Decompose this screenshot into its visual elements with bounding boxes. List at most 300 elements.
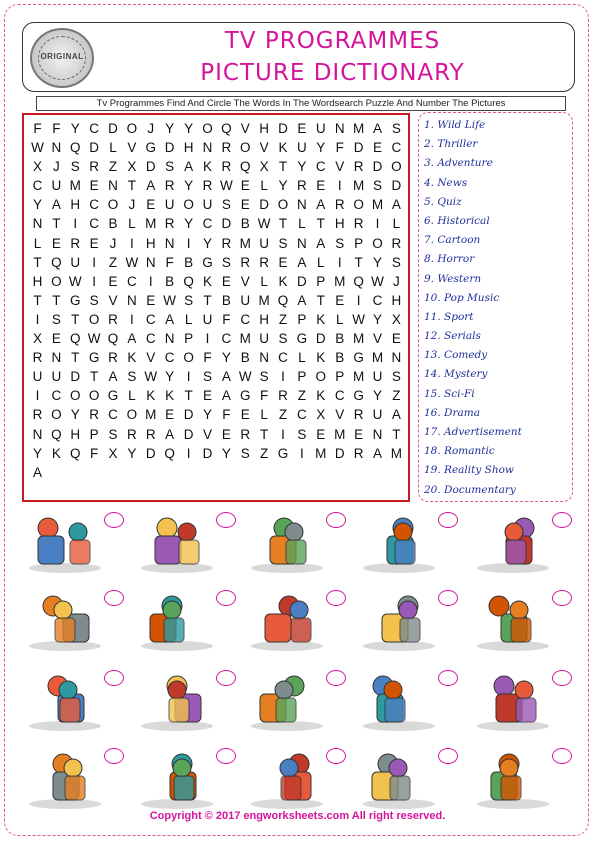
grid-letter[interactable]: U — [259, 235, 269, 251]
grid-letter[interactable]: D — [145, 445, 156, 461]
grid-letter[interactable]: I — [130, 235, 134, 251]
grid-letter[interactable]: N — [202, 140, 213, 156]
grid-letter[interactable]: X — [259, 159, 269, 175]
grid-letter[interactable]: N — [164, 331, 175, 347]
grid-letter[interactable]: U — [259, 331, 269, 347]
grid-letter[interactable]: D — [89, 140, 99, 156]
grid-letter[interactable]: Z — [108, 159, 118, 175]
grid-letter[interactable]: R — [221, 235, 232, 251]
grid-letter[interactable]: C — [334, 388, 345, 404]
grid-letter[interactable]: T — [184, 388, 193, 404]
grid-letter[interactable]: R — [145, 426, 156, 442]
grid-letter[interactable]: Y — [221, 445, 231, 461]
grid-letter[interactable]: Q — [164, 445, 175, 461]
grid-letter[interactable]: L — [184, 311, 193, 327]
grid-letter[interactable]: R — [70, 235, 81, 251]
grid-letter[interactable]: R — [221, 159, 232, 175]
grid-letter[interactable]: Y — [165, 121, 175, 136]
grid-letter[interactable]: E — [146, 197, 156, 213]
grid-letter[interactable]: E — [372, 140, 382, 156]
grid-letter[interactable]: D — [183, 426, 194, 442]
grid-letter[interactable]: L — [335, 311, 344, 327]
grid-letter[interactable]: M — [352, 331, 365, 347]
grid-letter[interactable]: H — [70, 197, 81, 213]
grid-letter[interactable]: F — [335, 140, 344, 156]
grid-letter[interactable]: H — [70, 426, 81, 442]
number-bubble[interactable] — [326, 590, 346, 606]
grid-letter[interactable]: E — [316, 178, 326, 194]
grid-letter[interactable]: C — [32, 178, 43, 194]
grid-letter[interactable]: M — [371, 197, 384, 213]
grid-letter[interactable]: I — [186, 235, 191, 251]
grid-letter[interactable]: B — [108, 216, 118, 232]
grid-letter[interactable]: I — [186, 445, 191, 461]
grid-letter[interactable]: C — [297, 407, 307, 423]
grid-letter[interactable]: R — [89, 407, 99, 423]
grid-letter[interactable]: E — [391, 331, 401, 347]
grid-letter[interactable]: D — [391, 178, 402, 194]
grid-letter[interactable]: H — [259, 121, 269, 136]
grid-letter[interactable]: B — [165, 273, 175, 289]
grid-letter[interactable]: U — [164, 197, 175, 213]
grid-letter[interactable]: O — [51, 273, 62, 289]
grid-letter[interactable]: Y — [372, 311, 382, 327]
grid-letter[interactable]: V — [127, 140, 137, 156]
grid-letter[interactable]: C — [221, 331, 232, 347]
grid-letter[interactable]: O — [353, 197, 364, 213]
grid-letter[interactable]: T — [89, 369, 99, 385]
grid-letter[interactable]: Y — [221, 350, 231, 366]
grid-letter[interactable]: J — [52, 159, 60, 175]
grid-letter[interactable]: F — [222, 407, 231, 423]
grid-letter[interactable]: D — [297, 273, 307, 289]
grid-letter[interactable]: E — [221, 273, 231, 289]
grid-letter[interactable]: W — [163, 292, 177, 308]
grid-letter[interactable]: F — [89, 445, 99, 461]
grid-letter[interactable]: U — [51, 369, 62, 385]
grid-letter[interactable]: I — [300, 445, 304, 461]
grid-letter[interactable]: R — [32, 350, 43, 366]
number-bubble[interactable] — [438, 670, 458, 686]
grid-letter[interactable]: Q — [69, 140, 81, 156]
grid-letter[interactable]: M — [390, 445, 402, 461]
grid-letter[interactable]: F — [165, 254, 174, 270]
grid-letter[interactable]: U — [372, 369, 383, 385]
number-bubble[interactable] — [438, 512, 458, 528]
grid-letter[interactable]: X — [32, 159, 42, 175]
grid-letter[interactable]: D — [70, 369, 81, 385]
grid-letter[interactable]: S — [372, 178, 382, 194]
grid-letter[interactable]: O — [202, 121, 213, 136]
grid-letter[interactable]: G — [107, 388, 119, 404]
grid-letter[interactable]: R — [240, 254, 251, 270]
grid-letter[interactable]: I — [375, 216, 380, 232]
grid-letter[interactable]: T — [392, 426, 401, 442]
grid-letter[interactable]: A — [165, 426, 175, 442]
grid-letter[interactable]: Z — [278, 311, 288, 327]
grid-letter[interactable]: N — [145, 254, 156, 270]
grid-letter[interactable]: C — [240, 311, 251, 327]
grid-letter[interactable]: K — [278, 273, 288, 289]
grid-letter[interactable]: R — [353, 407, 364, 423]
grid-letter[interactable]: A — [51, 197, 61, 213]
grid-letter[interactable]: K — [316, 311, 326, 327]
grid-letter[interactable]: A — [297, 254, 307, 270]
grid-letter[interactable]: R — [353, 216, 364, 232]
grid-letter[interactable]: M — [315, 445, 327, 461]
grid-letter[interactable]: U — [32, 369, 43, 385]
grid-letter[interactable]: T — [71, 311, 80, 327]
grid-letter[interactable]: O — [277, 197, 289, 213]
grid-letter[interactable]: K — [146, 388, 156, 404]
grid-letter[interactable]: R — [202, 178, 213, 194]
number-bubble[interactable] — [552, 748, 572, 764]
grid-letter[interactable]: Q — [221, 121, 232, 136]
grid-letter[interactable]: T — [203, 292, 212, 308]
grid-letter[interactable]: R — [164, 216, 175, 232]
grid-letter[interactable]: C — [145, 311, 156, 327]
grid-letter[interactable]: K — [165, 388, 175, 404]
grid-letter[interactable]: I — [92, 273, 96, 289]
grid-letter[interactable]: A — [108, 369, 118, 385]
grid-letter[interactable]: L — [298, 350, 306, 366]
grid-letter[interactable]: L — [128, 388, 136, 404]
grid-letter[interactable]: A — [316, 235, 326, 251]
grid-letter[interactable]: J — [128, 197, 136, 213]
grid-letter[interactable]: K — [278, 140, 288, 156]
grid-letter[interactable]: B — [221, 292, 231, 308]
grid-letter[interactable]: M — [258, 292, 270, 308]
grid-letter[interactable]: U — [202, 197, 213, 213]
grid-letter[interactable]: M — [352, 178, 365, 194]
grid-letter[interactable]: T — [316, 216, 325, 232]
grid-letter[interactable]: R — [127, 426, 137, 442]
grid-letter[interactable]: T — [278, 216, 288, 232]
grid-letter[interactable]: Y — [184, 178, 194, 194]
grid-letter[interactable]: I — [92, 254, 96, 270]
grid-letter[interactable]: S — [202, 369, 212, 385]
grid-letter[interactable]: Q — [239, 159, 251, 175]
grid-letter[interactable]: N — [127, 292, 137, 308]
grid-letter[interactable]: C — [278, 350, 288, 366]
grid-letter[interactable]: W — [257, 216, 271, 232]
grid-letter[interactable]: A — [316, 197, 326, 213]
grid-letter[interactable]: I — [337, 178, 342, 194]
grid-letter[interactable]: J — [109, 235, 117, 251]
grid-letter[interactable]: F — [260, 388, 269, 404]
grid-letter[interactable]: U — [240, 292, 251, 308]
grid-letter[interactable]: I — [35, 311, 40, 327]
grid-letter[interactable]: N — [391, 350, 402, 366]
grid-letter[interactable]: R — [221, 140, 232, 156]
grid-letter[interactable]: A — [127, 331, 137, 347]
grid-letter[interactable]: L — [33, 235, 42, 251]
grid-letter[interactable]: C — [391, 140, 402, 156]
grid-letter[interactable]: R — [240, 426, 251, 442]
grid-letter[interactable]: L — [298, 216, 306, 232]
grid-letter[interactable]: N — [32, 426, 43, 442]
grid-letter[interactable]: A — [146, 178, 156, 194]
grid-letter[interactable]: P — [316, 273, 326, 289]
grid-letter[interactable]: D — [372, 159, 383, 175]
grid-letter[interactable]: C — [164, 350, 175, 366]
grid-letter[interactable]: E — [335, 292, 345, 308]
grid-letter[interactable]: Q — [353, 273, 364, 289]
grid-letter[interactable]: C — [89, 197, 99, 213]
grid-letter[interactable]: N — [32, 216, 43, 232]
grid-letter[interactable]: F — [222, 311, 231, 327]
grid-letter[interactable]: Y — [70, 407, 80, 423]
grid-letter[interactable]: F — [33, 121, 42, 136]
grid-letter[interactable]: C — [372, 292, 383, 308]
grid-letter[interactable]: P — [335, 369, 345, 385]
grid-letter[interactable]: Z — [260, 445, 269, 461]
grid-letter[interactable]: N — [297, 197, 307, 213]
grid-letter[interactable]: Y — [70, 121, 80, 136]
number-bubble[interactable] — [438, 748, 458, 764]
grid-letter[interactable]: W — [352, 311, 365, 327]
grid-letter[interactable]: U — [315, 121, 326, 136]
grid-letter[interactable]: S — [127, 369, 137, 385]
grid-letter[interactable]: M — [334, 426, 346, 442]
grid-letter[interactable]: B — [240, 216, 250, 232]
grid-letter[interactable]: T — [52, 292, 61, 308]
grid-letter[interactable]: W — [87, 331, 101, 347]
number-bubble[interactable] — [438, 590, 458, 606]
grid-letter[interactable]: K — [202, 159, 212, 175]
grid-letter[interactable]: T — [316, 292, 325, 308]
grid-letter[interactable]: C — [89, 121, 99, 136]
grid-letter[interactable]: R — [297, 178, 307, 194]
grid-letter[interactable]: S — [391, 254, 401, 270]
grid-letter[interactable]: O — [88, 388, 100, 404]
grid-letter[interactable]: Y — [316, 140, 326, 156]
grid-letter[interactable]: P — [89, 426, 99, 442]
grid-letter[interactable]: T — [71, 350, 80, 366]
grid-letter[interactable]: U — [202, 311, 213, 327]
grid-letter[interactable]: B — [184, 254, 194, 270]
grid-letter[interactable]: C — [145, 331, 156, 347]
grid-letter[interactable]: X — [108, 445, 118, 461]
grid-letter[interactable]: Z — [278, 407, 288, 423]
grid-letter[interactable]: V — [259, 140, 269, 156]
grid-letter[interactable]: R — [278, 388, 288, 404]
grid-letter[interactable]: D — [183, 407, 194, 423]
grid-letter[interactable]: S — [391, 121, 401, 136]
grid-letter[interactable]: A — [221, 388, 231, 404]
grid-letter[interactable]: S — [89, 292, 99, 308]
grid-letter[interactable]: F — [203, 350, 212, 366]
grid-letter[interactable]: X — [391, 311, 401, 327]
grid-letter[interactable]: Y — [278, 178, 288, 194]
grid-letter[interactable]: Y — [297, 159, 307, 175]
grid-letter[interactable]: R — [334, 197, 345, 213]
grid-letter[interactable]: V — [335, 407, 345, 423]
grid-letter[interactable]: U — [372, 407, 383, 423]
grid-letter[interactable]: M — [69, 178, 81, 194]
grid-letter[interactable]: N — [164, 235, 175, 251]
grid-letter[interactable]: T — [260, 426, 269, 442]
grid-letter[interactable]: D — [145, 159, 156, 175]
grid-letter[interactable]: F — [52, 121, 61, 136]
grid-letter[interactable]: Y — [184, 216, 194, 232]
grid-letter[interactable]: R — [32, 407, 43, 423]
number-bubble[interactable] — [216, 590, 236, 606]
grid-letter[interactable]: X — [32, 331, 42, 347]
grid-letter[interactable]: M — [145, 216, 157, 232]
grid-letter[interactable]: R — [259, 254, 269, 270]
grid-letter[interactable]: E — [240, 197, 250, 213]
grid-letter[interactable]: B — [335, 350, 345, 366]
grid-letter[interactable]: D — [259, 197, 269, 213]
number-bubble[interactable] — [104, 670, 124, 686]
grid-letter[interactable]: N — [108, 178, 118, 194]
grid-letter[interactable]: V — [335, 159, 345, 175]
grid-letter[interactable]: D — [315, 331, 326, 347]
grid-letter[interactable]: I — [186, 369, 191, 385]
grid-letter[interactable]: Q — [51, 254, 62, 270]
grid-letter[interactable]: M — [352, 121, 365, 136]
grid-letter[interactable]: E — [354, 426, 364, 442]
number-bubble[interactable] — [552, 670, 572, 686]
grid-letter[interactable]: Q — [107, 331, 119, 347]
grid-letter[interactable]: S — [278, 331, 288, 347]
grid-letter[interactable]: O — [69, 388, 81, 404]
grid-letter[interactable]: L — [128, 216, 136, 232]
grid-letter[interactable]: E — [240, 407, 250, 423]
grid-letter[interactable]: G — [353, 350, 364, 366]
grid-letter[interactable]: I — [148, 273, 153, 289]
grid-letter[interactable]: T — [33, 254, 42, 270]
grid-letter[interactable]: T — [33, 292, 42, 308]
grid-letter[interactable]: D — [202, 445, 213, 461]
grid-letter[interactable]: P — [297, 369, 307, 385]
grid-letter[interactable]: R — [89, 159, 99, 175]
grid-letter[interactable]: M — [145, 407, 157, 423]
grid-letter[interactable]: Y — [202, 407, 212, 423]
grid-letter[interactable]: I — [130, 311, 134, 327]
grid-letter[interactable]: G — [202, 254, 213, 270]
grid-letter[interactable]: U — [51, 178, 62, 194]
grid-letter[interactable]: A — [221, 369, 231, 385]
grid-letter[interactable]: C — [51, 388, 62, 404]
grid-letter[interactable]: E — [297, 121, 307, 136]
grid-letter[interactable]: A — [372, 445, 382, 461]
grid-letter[interactable]: S — [297, 426, 307, 442]
grid-letter[interactable]: E — [240, 178, 250, 194]
grid-letter[interactable]: T — [52, 216, 61, 232]
grid-letter[interactable]: Z — [108, 254, 118, 270]
grid-letter[interactable]: G — [69, 292, 81, 308]
grid-letter[interactable]: N — [51, 140, 62, 156]
grid-letter[interactable]: O — [239, 140, 251, 156]
grid-letter[interactable]: E — [51, 235, 61, 251]
grid-letter[interactable]: S — [70, 159, 80, 175]
grid-letter[interactable]: D — [278, 121, 288, 136]
grid-letter[interactable]: H — [32, 273, 43, 289]
number-bubble[interactable] — [552, 590, 572, 606]
grid-letter[interactable]: L — [109, 140, 117, 156]
grid-letter[interactable]: P — [184, 331, 194, 347]
grid-letter[interactable]: V — [108, 292, 118, 308]
grid-letter[interactable]: D — [353, 140, 364, 156]
number-bubble[interactable] — [326, 748, 346, 764]
grid-letter[interactable]: Q — [51, 426, 62, 442]
grid-letter[interactable]: S — [259, 369, 269, 385]
grid-letter[interactable]: Y — [202, 235, 212, 251]
grid-letter[interactable]: Q — [69, 331, 81, 347]
grid-letter[interactable]: V — [372, 331, 382, 347]
grid-letter[interactable]: V — [240, 121, 250, 136]
grid-letter[interactable]: S — [51, 311, 61, 327]
grid-letter[interactable]: A — [372, 121, 382, 136]
grid-letter[interactable]: D — [164, 140, 175, 156]
grid-letter[interactable]: U — [297, 140, 307, 156]
grid-letter[interactable]: E — [316, 426, 326, 442]
grid-letter[interactable]: Y — [32, 197, 42, 213]
grid-letter[interactable]: K — [51, 445, 61, 461]
grid-letter[interactable]: N — [297, 235, 307, 251]
grid-letter[interactable]: S — [278, 235, 288, 251]
grid-letter[interactable]: E — [278, 254, 288, 270]
grid-letter[interactable]: S — [240, 445, 250, 461]
grid-letter[interactable]: T — [127, 178, 137, 194]
grid-letter[interactable]: W — [125, 254, 139, 270]
grid-letter[interactable]: L — [317, 254, 325, 270]
grid-letter[interactable]: C — [89, 216, 99, 232]
grid-letter[interactable]: W — [238, 369, 252, 385]
grid-letter[interactable]: P — [354, 235, 364, 251]
grid-letter[interactable]: O — [391, 159, 402, 175]
grid-letter[interactable]: O — [315, 369, 327, 385]
grid-letter[interactable]: V — [146, 350, 156, 366]
grid-letter[interactable]: D — [108, 121, 118, 136]
grid-letter[interactable]: M — [239, 235, 251, 251]
grid-letter[interactable]: X — [127, 159, 137, 175]
grid-letter[interactable]: G — [239, 388, 251, 404]
grid-letter[interactable]: M — [371, 350, 384, 366]
grid-letter[interactable]: T — [278, 159, 288, 175]
grid-letter[interactable]: X — [316, 407, 326, 423]
grid-letter[interactable]: M — [334, 273, 346, 289]
grid-letter[interactable]: A — [32, 464, 42, 480]
number-bubble[interactable] — [326, 512, 346, 528]
grid-letter[interactable]: O — [107, 197, 119, 213]
grid-letter[interactable]: I — [281, 369, 285, 385]
grid-letter[interactable]: E — [108, 273, 118, 289]
grid-letter[interactable]: S — [108, 426, 118, 442]
grid-letter[interactable]: R — [108, 350, 118, 366]
grid-letter[interactable]: S — [335, 235, 345, 251]
grid-letter[interactable]: I — [356, 292, 361, 308]
grid-letter[interactable]: Y — [372, 388, 382, 404]
grid-letter[interactable]: H — [334, 216, 345, 232]
grid-letter[interactable]: L — [260, 273, 268, 289]
grid-letter[interactable]: A — [391, 407, 401, 423]
number-bubble[interactable] — [216, 748, 236, 764]
grid-letter[interactable]: P — [297, 311, 307, 327]
grid-letter[interactable]: I — [281, 426, 285, 442]
grid-letter[interactable]: L — [392, 216, 401, 232]
grid-letter[interactable]: I — [337, 254, 342, 270]
number-bubble[interactable] — [552, 512, 572, 528]
grid-letter[interactable]: W — [31, 140, 44, 156]
grid-letter[interactable]: M — [352, 369, 365, 385]
grid-letter[interactable]: G — [353, 388, 364, 404]
grid-letter[interactable]: S — [221, 197, 231, 213]
grid-letter[interactable]: O — [126, 407, 138, 423]
grid-letter[interactable]: Y — [184, 121, 194, 136]
